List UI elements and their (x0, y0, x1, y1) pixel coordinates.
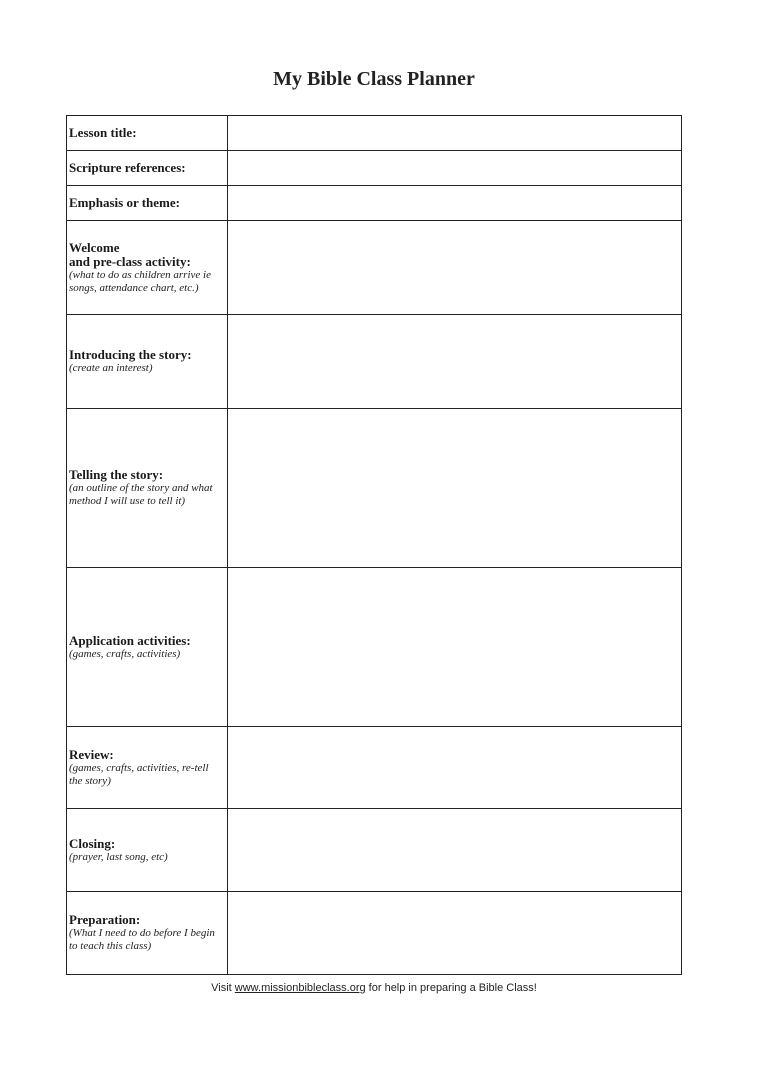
row-label-lesson-title (67, 116, 228, 151)
row-hint: (games, crafts, activities) (69, 647, 181, 660)
footer-note (0, 982, 748, 994)
row-title: Review: (69, 746, 114, 762)
table-row (67, 892, 682, 975)
table-row (67, 315, 682, 409)
emphasis-theme-field[interactable] (228, 186, 682, 221)
scripture-references-field[interactable] (228, 151, 682, 186)
closing-field[interactable] (228, 809, 682, 892)
row-title: Telling the story: (69, 467, 164, 482)
row-title: Welcome and pre-class activity: (69, 239, 191, 269)
row-label-closing (67, 809, 228, 892)
row-label-preparation (67, 892, 228, 975)
row-label-emphasis-theme (67, 186, 228, 221)
welcome-field[interactable] (228, 221, 682, 315)
row-title: Introducing the story: (69, 347, 192, 362)
row-label-scripture-references (67, 151, 228, 186)
row-label-application-activities (67, 568, 228, 727)
row-hint: (What I need to do before I begin to teach this class) (69, 927, 215, 952)
row-hint: (games, crafts, activities, re-tell the story) (69, 761, 209, 787)
row-title: Emphasis or theme: (69, 195, 180, 210)
row-hint: (what to do as children arrive ie songs, attendance chart, etc.) (69, 268, 211, 294)
row-label-welcome (67, 221, 228, 315)
application-activities-field[interactable] (228, 568, 682, 727)
table-row (67, 727, 682, 809)
lesson-title-field[interactable] (228, 116, 682, 151)
website-link[interactable]: www.missionbibleclass.org (234, 982, 366, 994)
table-row (67, 409, 682, 568)
telling-story-field[interactable] (228, 409, 682, 568)
introducing-story-field[interactable] (228, 315, 682, 409)
table-row (67, 186, 682, 221)
row-label-introducing-story (67, 315, 228, 409)
table-row (67, 116, 682, 151)
row-hint: (prayer, last song, etc) (69, 850, 168, 863)
review-field[interactable] (228, 727, 682, 809)
table-row (67, 221, 682, 315)
row-hint: (an outline of the story and what method I will use to tell it) (69, 482, 213, 507)
footer-prefix: Visit (211, 982, 235, 994)
planner-table (66, 115, 682, 975)
page-title: My Bible Class Planner (273, 68, 475, 90)
row-title: Preparation: (69, 912, 141, 927)
table-row (67, 568, 682, 727)
row-title: Closing: (69, 835, 116, 851)
row-label-telling-story (67, 409, 228, 568)
table-row (67, 809, 682, 892)
row-title: Application activities: (69, 632, 191, 648)
preparation-field[interactable] (228, 892, 682, 975)
row-hint: (create an interest) (69, 362, 153, 374)
table-row (67, 151, 682, 186)
row-label-review (67, 727, 228, 809)
row-title: Scripture references: (69, 160, 186, 175)
row-title: Lesson title: (69, 125, 137, 140)
footer-suffix: for help in preparing a Bible Class! (365, 982, 537, 994)
